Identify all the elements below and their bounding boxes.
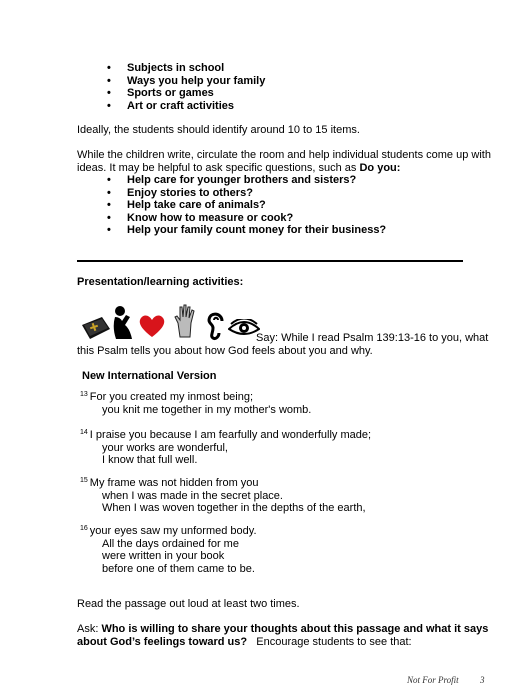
verse-line: $^{16}$ your eyes saw my unformed body.: [80, 525, 257, 537]
verse-line: All the days ordained for me: [102, 537, 239, 550]
verse-line: before one of them came to be.: [102, 562, 255, 575]
version-heading: New International Version: [82, 370, 217, 382]
praying-person-icon: [110, 305, 138, 343]
list-item: • Know how to measure or cook?: [107, 212, 386, 225]
ask-line2: about God’s feelings toward us? Encourage students to see that:: [77, 635, 412, 648]
verse-13: [80, 391, 311, 416]
topic-list: [107, 62, 265, 112]
list-item: • Enjoy stories to others?: [107, 187, 386, 200]
verse-line: when I was made in the secret place.: [102, 489, 283, 502]
list-item: • Help take care of animals?: [107, 199, 386, 212]
ideal-paragraph: Ideally, the students should identify around 10 to 15 items.: [77, 124, 360, 136]
read-instruction: Read the passage out loud at least two times.: [77, 598, 300, 610]
list-item: • Subjects in school: [107, 62, 265, 75]
verse-line: you knit me together in my mother's womb.: [102, 403, 312, 416]
say-line2: this Psalm tells you about how God feels about you and why.: [77, 345, 373, 357]
ear-icon: [204, 309, 228, 341]
say-line1: Say: While I read Psalm 139:13-16 to you, what: [256, 332, 489, 344]
verse-line: $^{15}$ My frame was not hidden from you: [80, 477, 259, 489]
list-item: • Help your family count money for their business?: [107, 224, 386, 237]
section-heading: Presentation/learning activities:: [77, 276, 244, 288]
list-item: • Art or craft activities: [107, 100, 265, 113]
bible-icon: [80, 313, 112, 343]
list-item: • Sports or games: [107, 87, 265, 100]
heart-icon: [138, 313, 166, 339]
verse-line: I know that full well.: [102, 454, 198, 467]
question-list: [107, 174, 386, 237]
list-item: • Help care for younger brothers and sisters?: [107, 174, 386, 187]
section-divider: [77, 260, 463, 262]
verse-line: your works are wonderful,: [102, 441, 228, 454]
circulate-line2: ideas. It may be helpful to ask specific questions, such as Do you:: [77, 161, 401, 174]
ask-paragraph: [77, 623, 488, 649]
verse-16: [80, 525, 257, 575]
verse-15: [80, 477, 366, 515]
page-number: 3: [480, 675, 485, 685]
ask-line1: Ask: Who is willing to share your thoughts about this passage and what it says: [77, 623, 489, 635]
list-item: • Ways you help your family: [107, 75, 265, 88]
verse-line: were written in your book: [102, 550, 225, 563]
verse-line: $^{14}$ I praise you because I am fearfully and wonderfully made;: [80, 429, 372, 441]
circulate-paragraph: [77, 149, 491, 175]
hand-icon: [172, 303, 198, 339]
verse-14: [80, 429, 371, 467]
verse-line: $^{13}$ For you created my inmost being;: [80, 391, 254, 403]
circulate-line1: While the children write, circulate the room and help individual students come up with: [77, 149, 491, 161]
footer-label: Not For Profit: [407, 675, 459, 685]
verse-line: When I was woven together in the depths of the earth,: [102, 502, 366, 515]
